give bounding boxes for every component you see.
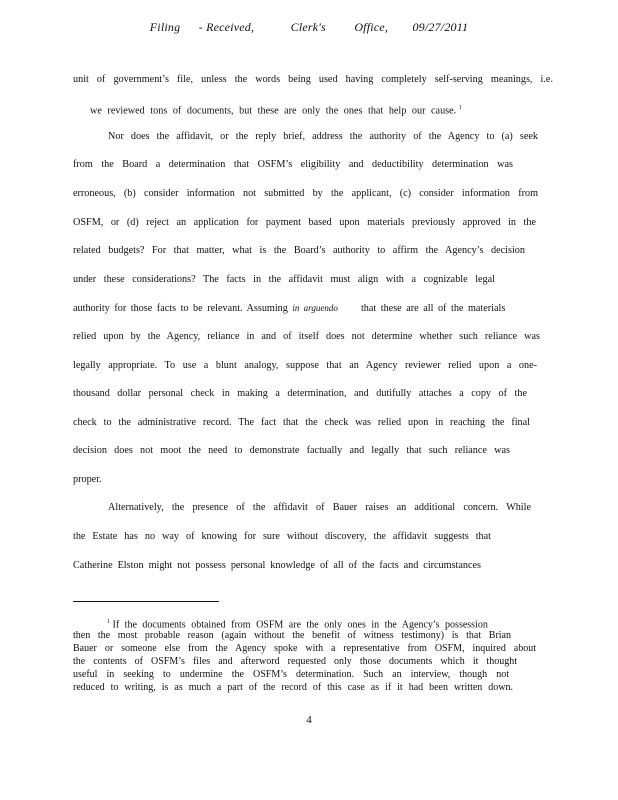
body-line-9-c: that these are all of the materials [360, 303, 506, 314]
footnote-line-1 [107, 617, 517, 630]
header-clerks: Clerk's [290, 20, 326, 34]
footnote-line-6: reduced to writing, is as much a part of the record of this case as if it had been written down. [73, 682, 513, 693]
body-line-18: Catherine Elston might not possess personal knowledge of all of the facts and circumstances [73, 560, 481, 571]
body-line-13: check to the administrative record. The fact that the check was relied upon in reaching the final [73, 417, 530, 428]
filing-header [0, 20, 618, 35]
footnote-line-4: the contents of OSFM’s files and afterword requested only those documents which it thought [73, 656, 517, 667]
header-date: 09/27/2011 [412, 20, 469, 34]
body-line-9-a: authority for those facts to be relevant. Assuming [73, 303, 288, 314]
footnote-line-1-text: If the documents obtained from OSFM are the only ones in the Agency’s possession [112, 619, 488, 631]
header-office: Office, [354, 20, 389, 34]
body-line-8: under these considerations? The facts in the affidavit must align with a cognizable legal [73, 274, 495, 285]
body-line-6: OSFM, or (d) reject an application for payment based upon materials previously approved in the [73, 217, 536, 228]
page-number: 4 [306, 714, 312, 726]
body-line-9 [73, 302, 543, 315]
body-line-11: legally appropriate. To use a blunt analogy, suppose that an Agency reviewer relied upon a one- [73, 360, 537, 371]
body-line-12: thousand dollar personal check in making a determination, and dutifully attaches a copy of the [73, 388, 527, 399]
body-line-17: the Estate has no way of knowing for sure without discovery, the affidavit suggests that [73, 531, 491, 542]
body-line-7: related budgets? For that matter, what is the Board’s authority to affirm the Agency’s decision [73, 245, 525, 256]
body-line-16: Alternatively, the presence of the affidavit of Bauer raises an additional concern. While [108, 502, 531, 513]
body-line-9-italic: in arguendo [292, 303, 338, 313]
footnote-marker: 1 [107, 619, 110, 625]
body-line-1: unit of government’s file, unless the words being used having completely self-serving meanings, i.e. [73, 74, 553, 85]
footnote-line-2: then the most probable reason (again without the benefit of witness testimony) is that Brian [73, 630, 511, 641]
body-line-10: relied upon by the Agency, reliance in and of itself does not determine whether such reliance was [73, 331, 540, 342]
body-line-3: Nor does the affidavit, or the reply brief, address the authority of the Agency to (a) seek [108, 131, 538, 142]
footnote-reference: 1 [458, 105, 462, 111]
header-received: - Received, [198, 20, 255, 34]
body-line-2-text: we reviewed tons of documents, but these are only the ones that help our cause. [90, 105, 457, 117]
body-line-15: proper. [73, 474, 102, 485]
footnote-line-3: Bauer or someone else from the Agency spoke with a representative from OSFM, inquired about [73, 643, 536, 654]
header-filing: Filing [149, 20, 181, 34]
footnote-separator [73, 601, 219, 602]
body-line-14: decision does not moot the need to demonstrate factually and legally that such reliance was [73, 445, 510, 456]
body-line-4: from the Board a determination that OSFM’s eligibility and deductibility determination was [73, 159, 513, 170]
footnote-line-5: useful in seeking to undermine the OSFM’s determination. Such an interview, though not [73, 669, 509, 680]
body-line-2 [90, 102, 510, 117]
body-line-5: erroneous, (b) consider information not submitted by the applicant, (c) consider information from [73, 188, 538, 199]
